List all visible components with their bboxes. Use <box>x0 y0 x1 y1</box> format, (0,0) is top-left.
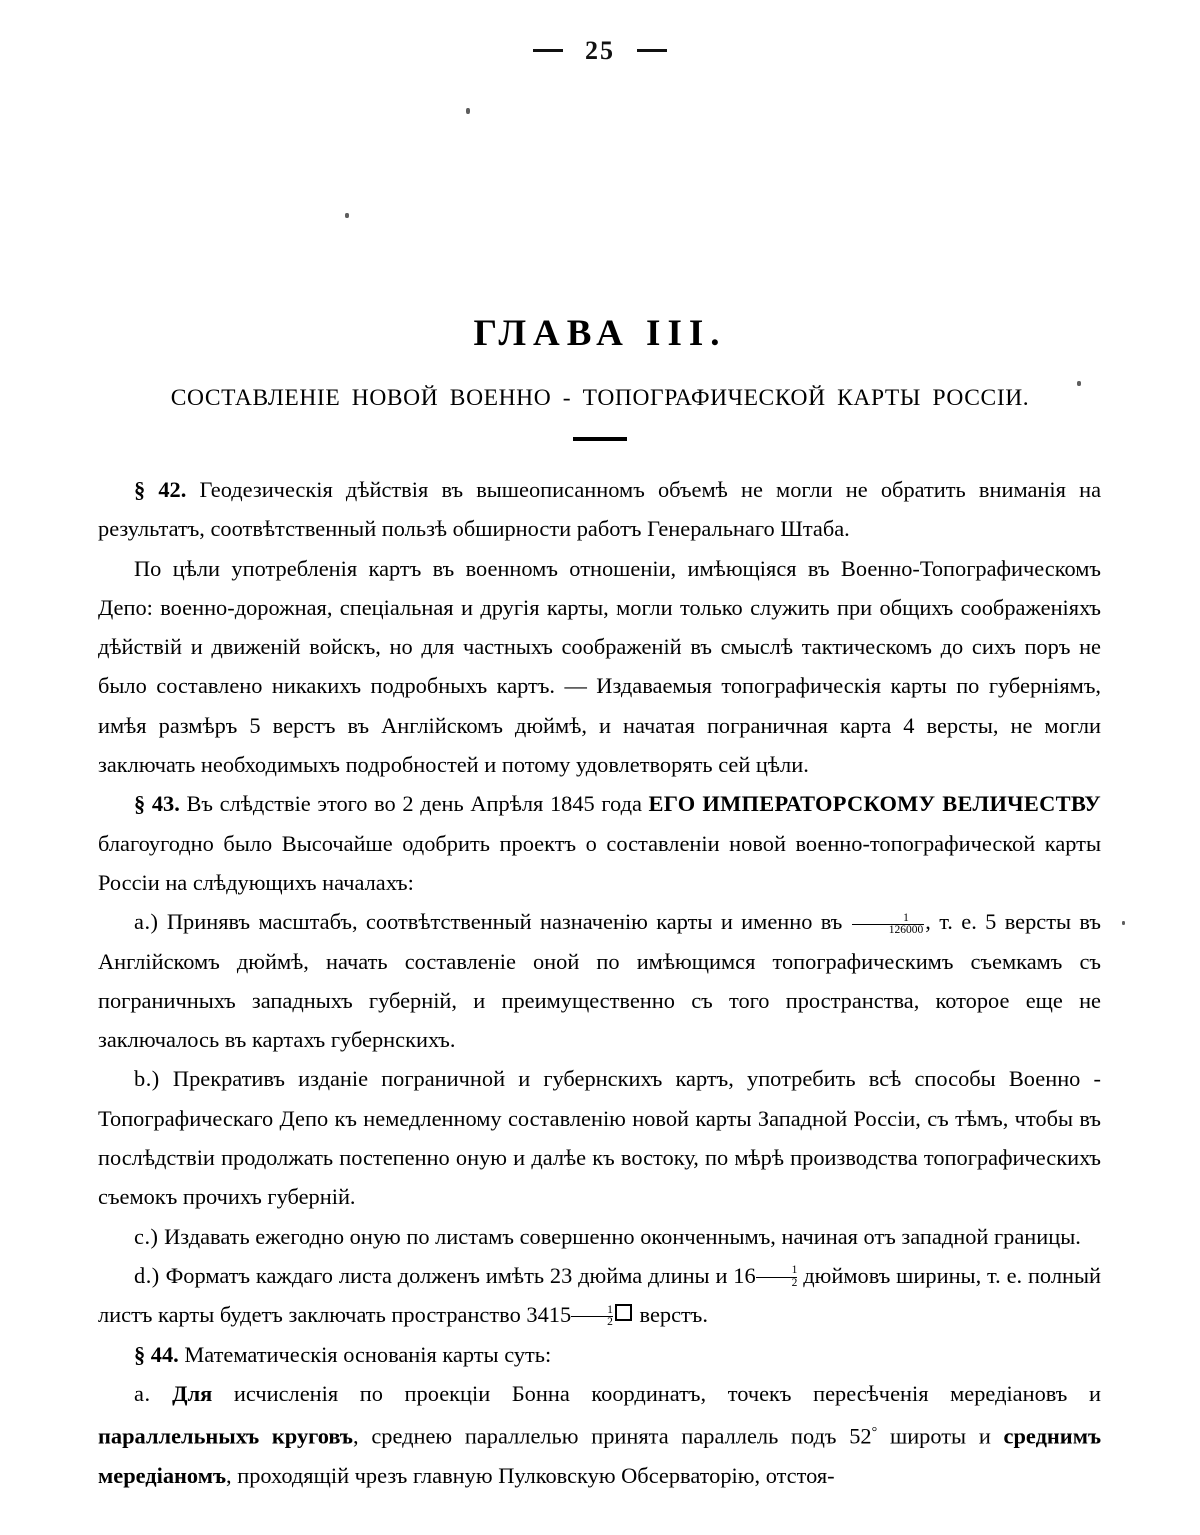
list-item-44a-text-2: , среднею параллелью принята параллель подъ 52 <box>353 1423 872 1449</box>
list-item-b-text: Прекративъ изданіе пограничной и губернскихъ картъ, употребить всѣ способы Военно - Топографическаго Депо къ немедленному составленію новой карты Западной Россіи, съ тѣмъ, чтобы въ послѣдствіи продолжать постепенно оную и далѣе къ востоку, по мѣрѣ производства топографическихъ съемокъ прочихъ губерній. <box>98 1066 1101 1210</box>
scan-speck <box>466 108 470 114</box>
section-rule <box>573 437 627 441</box>
list-item-c-text: Издавать ежегодно оную по листамъ совершенно оконченнымъ, начиная отъ западной границы. <box>158 1223 1081 1249</box>
page-folio <box>0 36 1200 66</box>
paragraph-42-text: Геодезическія дѣйствія въ вышеописанномъ объемѣ не могли не обратить вниманія на результатъ, соотвѣтственный пользѣ обширности работъ Генеральнаго Штаба. <box>98 477 1102 542</box>
scan-speck <box>1122 921 1125 925</box>
section-marker-43: § 43. <box>134 791 180 817</box>
list-item-44a-label: а. <box>134 1380 151 1406</box>
paragraph-44 <box>98 1335 1101 1374</box>
section-marker-44: § 44. <box>134 1341 179 1367</box>
list-item-44a-text-3: широты и <box>877 1423 1004 1449</box>
bold-lead-dlya: Для <box>172 1380 213 1406</box>
degree-symbol: ° <box>871 1425 878 1441</box>
folio-dash-left <box>533 49 563 52</box>
chapter-subtitle: СОСТАВЛЕНІЕ НОВОЙ ВОЕННО - ТОПОГРАФИЧЕСКОЙ КАРТЫ РОССІИ. <box>170 385 1030 411</box>
paragraph-intro <box>98 549 1101 785</box>
paragraph-42 <box>98 470 1101 549</box>
area-half-fraction <box>571 1305 613 1329</box>
list-item-c-label: c.) <box>134 1223 159 1249</box>
list-item-b <box>98 1059 1101 1216</box>
list-item-a-text-after: , т. е. 5 версты въ Англійскомъ дюймѣ, начать составленіе оной по имѣющимся топографическимъ съемкамъ съ пограничныхъ западныхъ губерній, и преимущественно съ того пространства, которое еще не заключалось въ картахъ губернскихъ. <box>98 909 1102 1053</box>
list-item-b-label: b.) <box>134 1066 160 1092</box>
paragraph-43-text-before: Въ слѣдствіе этого во 2 день Апрѣля 1845 года <box>179 791 649 817</box>
scale-fraction-numerator: 1 <box>852 913 925 926</box>
folio-dash-right <box>637 49 667 52</box>
list-item-44a <box>98 1374 1101 1496</box>
paragraph-intro-text: По цѣли употребленія картъ въ военномъ отношеніи, имѣющіяся въ Военно-Топографическомъ Депо: военно-дорожная, спеціальная и другія карты, могли только служить при общихъ соображеніяхъ дѣйствій и движеній войскъ, но для частныхъ соображеній въ смыслѣ тактическомъ до сихъ поръ не было составлено никакихъ подробныхъ картъ. — Издаваемыя топографическія карты по губерніямъ, имѣя размѣръ 5 верстъ въ Англійскомъ дюймѣ, и начатая пограничная карта 4 версты, не могли заключать необходимыхъ подробностей и потому удовлетворять сей цѣли. <box>98 555 1101 778</box>
scale-fraction-denominator: 126000 <box>888 924 924 937</box>
list-item-a <box>98 902 1101 1059</box>
list-item-44a-text-1: исчисленія по проекціи Бонна координатъ, точекъ пересѣченія мередіановъ и <box>212 1380 1101 1406</box>
scale-fraction <box>852 913 925 937</box>
area-half-numerator: 1 <box>571 1305 613 1318</box>
square-verst-symbol <box>615 1304 632 1321</box>
paragraph-43-text-after: благоугодно было Высочайше одобрить проектъ о составленіи новой военно-топографической карты Россіи на слѣдующихъ началахъ: <box>98 830 1101 895</box>
list-item-d-text-after: верстъ. <box>633 1302 708 1328</box>
width-half-denominator: 2 <box>791 1277 798 1290</box>
list-item-a-label: а.) <box>134 909 159 935</box>
bold-lead-middle-meridian: среднимъ мередіаномъ <box>98 1423 1101 1489</box>
area-half-denominator: 2 <box>607 1316 613 1329</box>
list-item-d-text-mid: дюймовъ ширины, т. е. полный листъ карты будетъ заключать пространство 3415 <box>98 1262 1102 1328</box>
page-number: 25 <box>585 36 615 65</box>
paragraph-43 <box>98 784 1101 902</box>
paragraph-44-text: Математическія основанія карты суть: <box>178 1341 552 1367</box>
chapter-title: ГЛАВА III. <box>473 313 727 354</box>
imperial-majesty-caps: ЕГО ИМПЕРАТОРСКОМУ ВЕЛИЧЕСТВУ <box>648 791 1101 817</box>
list-item-d-text-before: Форматъ каждаго листа долженъ имѣть 23 дюйма длины и 16 <box>159 1262 756 1288</box>
width-half-numerator: 1 <box>756 1265 798 1278</box>
list-item-d <box>98 1256 1101 1335</box>
bold-lead-parallel-circles: параллельныхъ круговъ <box>98 1423 353 1449</box>
list-item-c <box>98 1217 1101 1256</box>
page-body <box>98 470 1101 1495</box>
scan-speck <box>345 213 349 218</box>
list-item-a-text-before: Принявъ масштабъ, соотвѣтственный назначенію карты и именно въ <box>158 909 851 935</box>
width-half-fraction <box>756 1265 798 1289</box>
section-marker-42: § 42. <box>134 477 187 502</box>
list-item-d-label: d.) <box>134 1262 160 1288</box>
list-item-44a-text-4: , проходящій чрезъ главную Пулковскую Обсерваторію, отстоя- <box>226 1463 835 1489</box>
